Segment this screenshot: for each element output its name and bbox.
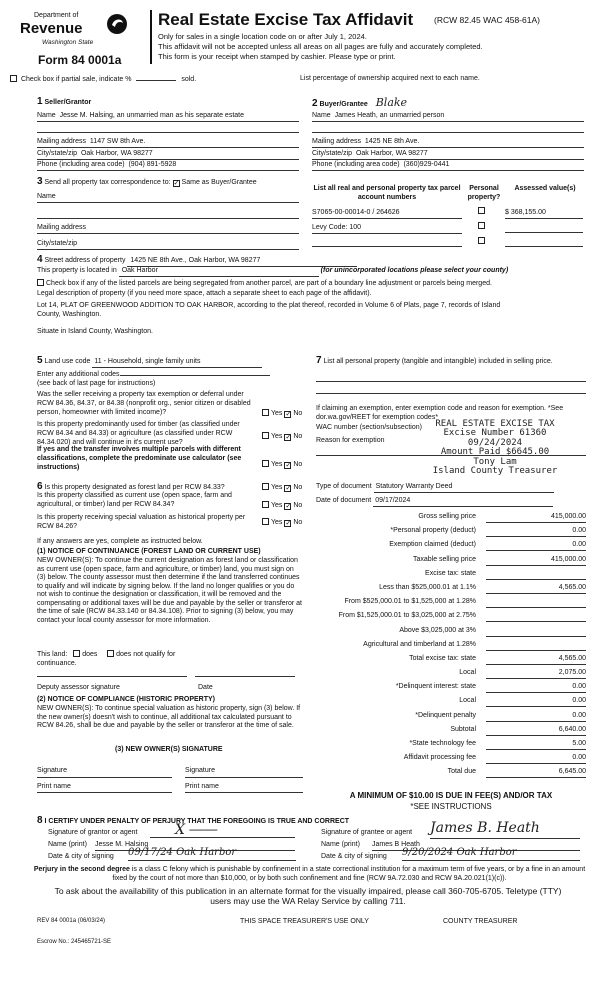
- reason-label: Reason for exemption: [316, 437, 385, 444]
- calc-value[interactable]: [486, 612, 586, 622]
- personal-property-checkbox-2[interactable]: [478, 222, 485, 229]
- calc-value[interactable]: [486, 570, 586, 580]
- calc-value[interactable]: 5.00: [486, 740, 586, 750]
- land-qualify-row: [37, 650, 307, 660]
- q2-no-checkbox-b[interactable]: [284, 462, 291, 469]
- header-divider: [150, 10, 152, 64]
- calc-value[interactable]: 0.00: [486, 541, 586, 551]
- county-treasurer: COUNTY TREASURER: [443, 918, 518, 925]
- form-title: Real Estate Excise Tax Affidavit: [158, 10, 414, 29]
- seller-mail[interactable]: 1147 SW 8th Ave.: [89, 138, 146, 145]
- calc-value[interactable]: 2,075.00: [486, 669, 586, 679]
- sec5-land-use: [37, 355, 307, 368]
- buyer-name-label: Name: [312, 112, 331, 119]
- calc-value[interactable]: 0.00: [486, 697, 586, 707]
- land-use-code[interactable]: 11 - Household, single family units: [92, 358, 262, 368]
- sec3-label: Send all property tax correspondence to:: [44, 179, 171, 186]
- notice2-heading: (2) NOTICE OF COMPLIANCE (HISTORIC PROPERTY): [37, 696, 215, 703]
- owner-print-2-line[interactable]: [185, 792, 303, 793]
- assessed-row-1: [505, 209, 583, 219]
- q2a-yes-label: Yes: [271, 433, 283, 440]
- q2-no-checkbox-a[interactable]: [284, 434, 291, 441]
- notice1-heading: (1) NOTICE OF CONTINUANCE (FOREST LAND OR CURRENT USE): [37, 548, 261, 555]
- calc-value[interactable]: 0.00: [486, 683, 586, 693]
- sec3-name-label: Name: [37, 193, 56, 200]
- sec4-street-row: [37, 254, 597, 267]
- seller-blank: [37, 124, 299, 133]
- sec6-q1-yes[interactable]: [262, 483, 269, 490]
- dor-text-3: Washington State: [42, 39, 94, 46]
- seller-phone-row: [37, 161, 299, 171]
- q2-yes-checkbox-b[interactable]: [262, 460, 269, 467]
- sec4-loc-row: [37, 267, 597, 277]
- sec6-q1-text: Is this property designated as forest land per RCW 84.33?: [44, 484, 225, 491]
- header-sub-2: This affidavit will not be accepted unless all areas on all pages are fully and accurately completed.: [158, 42, 483, 51]
- sec6-q1-no[interactable]: [284, 485, 291, 492]
- legal-2[interactable]: County, Washington.: [37, 311, 102, 318]
- calc-row: [316, 654, 586, 668]
- sec6-q3-yesno: [262, 518, 302, 528]
- q1-no-checkbox[interactable]: [284, 411, 291, 418]
- buyer-number: 2: [312, 98, 318, 109]
- calc-label: Local: [459, 669, 476, 677]
- stamp-line-1: REAL ESTATE EXCISE TAX: [435, 419, 555, 429]
- grantee-date-hand[interactable]: 9/20/2024 Oak Harbor: [402, 847, 580, 861]
- street-label: Street address of property: [44, 257, 126, 264]
- calc-row: [316, 725, 586, 739]
- doc-date-row: [316, 497, 586, 507]
- calc-row: [316, 583, 586, 597]
- location-note: (for unincorporated locations please select your county): [320, 267, 509, 274]
- sec6-q2-yes[interactable]: [262, 501, 269, 508]
- calc-value[interactable]: 415,000.00: [486, 556, 586, 566]
- buyer-name-row: [312, 112, 584, 122]
- does-label: does: [82, 651, 98, 658]
- dor-text-2: Revenue: [20, 20, 83, 37]
- seller-name-row: [37, 112, 299, 122]
- sec5-q1: Was the seller receiving a property tax exemption or deferral under RCW 84.36, 84.37, or 84.38 (nonprofit org., senior citizen or disabled person, homeowner with limited income)?: [37, 391, 251, 416]
- seller-city[interactable]: Oak Harbor, WA 98277: [80, 150, 153, 157]
- dor-logo: [20, 10, 130, 50]
- does-not-checkbox[interactable]: [107, 650, 114, 657]
- calc-row: [316, 753, 586, 767]
- calc-row: [316, 597, 586, 611]
- segregated-label: Check box if any of the listed parcels are being segregated from another parcel, are part of a boundary line adjustment or parcels being merged.: [46, 280, 492, 287]
- buyer-phone[interactable]: (360)929-0441: [403, 161, 450, 168]
- form-rcw: (RCW 82.45 WAC 458-61A): [434, 15, 540, 25]
- owner-sig-2-line[interactable]: [185, 777, 303, 778]
- calc-label: From $525,000.01 to $1,525,000 at 1.28%: [344, 598, 476, 606]
- sec3-city-label: City/state/zip: [37, 240, 78, 247]
- calc-row: [316, 540, 586, 554]
- parcel-row-2: [312, 224, 462, 234]
- deputy-line: [37, 676, 187, 677]
- q2a-no-label: No: [293, 433, 303, 440]
- sec3-name-row: [37, 193, 299, 203]
- sec5-q2a: Is this property predominantly used for timber (as classified under RCW 84.34 and 84.33) or agriculture (as classified under RCW 84.34.020) and will continue in it's current use?: [37, 421, 240, 446]
- assessed-value[interactable]: $ 368,155.00: [505, 209, 546, 216]
- street-address[interactable]: 1425 NE 8th Ave., Oak Harbor, WA 98277: [127, 257, 357, 267]
- perjury-bold: Perjury in the second degree: [33, 866, 130, 873]
- sec6-q3: Is this property receiving special valuation as historical property per RCW 84.26?: [37, 514, 246, 530]
- calc-label: Exemption claimed (deduct): [389, 541, 476, 549]
- q1-no-label: No: [293, 410, 303, 417]
- calc-label: *Personal property (deduct): [390, 527, 476, 535]
- calc-label: Taxable selling price: [412, 555, 476, 563]
- calc-label: Gross selling price: [418, 513, 476, 520]
- sec3-mail-row: [37, 224, 299, 234]
- grantor-name-label: Name (print): [48, 841, 87, 848]
- ownership-note: List percentage of ownership acquired next to each name.: [300, 75, 480, 82]
- certify-text: I CERTIFY UNDER PENALTY OF PERJURY THAT THE FOREGOING IS TRUE AND CORRECT: [44, 818, 350, 825]
- same-as-buyer-label: Same as Buyer/Grantee: [181, 179, 257, 186]
- sec3-number: 3: [37, 176, 43, 187]
- sec6-q3-no-label: No: [293, 519, 303, 526]
- calc-row: [316, 767, 586, 781]
- owner-print-2-label: Print name: [185, 783, 219, 790]
- seller-mail-row: [37, 138, 299, 148]
- calc-label: Total due: [447, 768, 476, 776]
- partial-sold: sold.: [181, 76, 197, 83]
- calc-row: [316, 696, 586, 710]
- calc-label: Agricultural and timberland at 1.28%: [363, 640, 476, 648]
- date-line: [195, 676, 295, 677]
- legal-label: Legal description of property (if you need more space, attach a separate sheet to each page of the affidavit).: [37, 290, 372, 297]
- calc-value[interactable]: 0.00: [486, 754, 586, 764]
- personal-property-checkbox-1[interactable]: [478, 207, 485, 214]
- segregated-row: [37, 279, 597, 289]
- sec6-any: If any answers are yes, complete as instructed below.: [37, 538, 203, 545]
- rev-number: REV 84 0001a (06/03/24): [37, 918, 106, 924]
- sec6-q2-yes-label: Yes: [271, 502, 283, 509]
- owner-sig-1-line[interactable]: [37, 777, 172, 778]
- sec6-number: 6: [37, 481, 43, 492]
- q1-yes-checkbox[interactable]: [262, 409, 269, 416]
- calc-label: From $1,525,000.01 to $3,025,000 at 2.75%: [338, 612, 476, 620]
- deputy-date-label: Date: [198, 684, 213, 691]
- seller-section: [37, 96, 297, 109]
- calc-label: *State technology fee: [409, 740, 476, 747]
- calc-row: [316, 682, 586, 696]
- notice2-text: NEW OWNER(S): To continue special valuation as historic property, sign (3) below. If the new owner(s) doesn't wish to continue, all additional tax calculated pursuant to RCW 84.26, shall be due and payable by the seller or transferor at the time of sale.: [37, 705, 301, 730]
- seller-mail-label: Mailing address: [37, 138, 87, 145]
- buyer-phone-row: [312, 161, 584, 171]
- buyer-heading: Buyer/Grantee: [319, 101, 368, 108]
- buyer-mail-row: [312, 138, 584, 148]
- q2b-yes-label: Yes: [271, 461, 283, 468]
- assessed-row-2: [505, 224, 583, 233]
- legal-3[interactable]: Situate in Island County, Washington.: [37, 328, 153, 335]
- doc-type[interactable]: Statutory Warranty Deed: [374, 483, 554, 493]
- does-checkbox[interactable]: [73, 650, 80, 657]
- grantor-sig-label: Signature of grantor or agent: [48, 829, 138, 836]
- owner-sig-2-label: Signature: [185, 767, 215, 774]
- sec6-q3-yes-label: Yes: [271, 519, 283, 526]
- calc-label: Excise tax: state: [425, 569, 476, 577]
- accessibility-note: To ask about the availability of this publication in an alternate format for the visually impaired, please call 360-705-6705. Teletype (TTY) users may use the WA Relay Service by calling 711.: [54, 886, 562, 907]
- calc-label: Local: [459, 697, 476, 705]
- buyer-phone-label: Phone (including area code): [312, 161, 400, 168]
- calc-row: [316, 569, 586, 583]
- levy-code[interactable]: Levy Code: 100: [312, 224, 362, 231]
- stamp-line-4: Amount Paid $6645.00: [440, 447, 550, 458]
- sec7-line-2: [316, 393, 586, 394]
- seller-city-row: [37, 150, 299, 160]
- calc-row: [316, 626, 586, 640]
- grantor-sig-line[interactable]: [150, 837, 295, 838]
- escrow-number: Escrow No.: 245465721-SE: [37, 939, 112, 945]
- parcel-number[interactable]: S7065-00-00014-0 / 264626: [312, 209, 400, 216]
- addl-codes-note: (see back of last page for instructions): [37, 380, 156, 387]
- owner-sig-1-label: Signature: [37, 767, 67, 774]
- buyer-name[interactable]: James Heath, an unmarried person: [334, 112, 445, 119]
- sec7-line-1: [316, 381, 586, 382]
- sec3-heading: [37, 176, 317, 189]
- calc-value[interactable]: [486, 598, 586, 608]
- assessed-row-3: [505, 238, 583, 247]
- same-as-buyer-checkbox[interactable]: [173, 180, 180, 187]
- dor-text-1: Department of: [34, 12, 79, 19]
- wac-label: WAC number (section/subsection): [316, 424, 422, 431]
- sec4-number: 4: [37, 254, 43, 265]
- calc-row: [316, 611, 586, 625]
- personal-col-header: Personal property?: [467, 185, 501, 201]
- notice3-heading: (3) NEW OWNER(S) SIGNATURE: [115, 746, 223, 753]
- sec3-mail-label: Mailing address: [37, 224, 87, 231]
- location-label: This property is located in: [37, 267, 117, 274]
- seller-phone[interactable]: (904) 891-5928: [128, 161, 177, 168]
- seller-phone-label: Phone (including area code): [37, 161, 125, 168]
- parcel-row-1: [312, 209, 462, 219]
- land-use-label: Land use code: [44, 358, 91, 365]
- calc-row: [316, 739, 586, 753]
- calc-label: *Delinquent interest: state: [395, 683, 476, 691]
- sec7-number: 7: [316, 355, 322, 366]
- calc-label: Total excise tax: state: [409, 654, 476, 662]
- dor-swirl-icon: [104, 12, 130, 36]
- calc-label: Affidavit processing fee: [403, 754, 476, 762]
- grantor-date-label: Date & city of signing: [48, 853, 114, 860]
- sec5-q2-yesno: [262, 432, 302, 442]
- q1-yes-label: Yes: [271, 410, 283, 417]
- grantee-signature[interactable]: James B. Heath: [430, 820, 580, 839]
- sec3-blank: [37, 210, 299, 219]
- q2-yes-checkbox-a[interactable]: [262, 432, 269, 439]
- calc-value[interactable]: 4,565.00: [486, 584, 586, 594]
- calc-label: Subtotal: [450, 725, 476, 733]
- partial-sale-label: Check box if partial sale, indicate %: [20, 76, 132, 83]
- land-label: This land:: [37, 651, 68, 658]
- assessed-col-header: Assessed value(s): [514, 185, 576, 192]
- sec6-q1-yesno: [262, 483, 302, 493]
- personal-property-checkbox-3[interactable]: [478, 237, 485, 244]
- see-instructions: *SEE INSTRUCTIONS: [410, 802, 492, 811]
- buyer-handwritten: Blake: [375, 96, 408, 109]
- minimum-note: A MINIMUM OF $10.00 IS DUE IN FEE(S) AND/OR TAX: [349, 791, 553, 800]
- grantee-date-label: Date & city of signing: [321, 853, 387, 860]
- sec6-q2-no-label: No: [293, 502, 303, 509]
- notice1-text: NEW OWNER(S): To continue the current designation as forest land or classification as current use (open space, farm and agriculture, or timber) land, you must sign on (3) below. The county assessor must then determine if the land transferred continues to qualify and will indicate by signing below. If the land no longer qualifies or you do not wish to continue the designation or classification, it will be removed and the compensating or additional taxes will be due and payable by the seller or transferor at the time of sale (RCW 84.33.140 or 84.34.108). Prior to signing (3) below, you may contact your local county assessor for more information.: [37, 557, 302, 624]
- perjury-text: [32, 866, 587, 884]
- stamp-line-6: Island County Treasurer: [432, 466, 558, 477]
- sec6-q1-yes-label: Yes: [271, 484, 283, 491]
- buyer-mail[interactable]: 1425 NE 8th Ave.: [364, 138, 420, 145]
- perjury-body: is a class C felony which is punishable by confinement in a state correctional institution for a maximum term of five years, or by a fine in an amount fixed by the court of not more than $10,000, or by both such confinement and fine (RCW 9A.72.030 and RCW 9A.20.021(1)(c)).: [112, 866, 586, 882]
- location-value[interactable]: Oak Harbor: [119, 267, 319, 277]
- calc-label: Above $3,025,000 at 3%: [399, 626, 476, 634]
- form-number: Form 84 0001a: [38, 53, 122, 67]
- seller-number: 1: [37, 96, 43, 107]
- calc-value[interactable]: 4,565.00: [486, 655, 586, 665]
- buyer-city-label: City/state/zip: [312, 150, 353, 157]
- calc-row: [316, 668, 586, 682]
- calc-row: [316, 555, 586, 569]
- calc-row: [316, 512, 586, 526]
- calc-value[interactable]: [486, 627, 586, 637]
- grantee-name[interactable]: James B Heath: [372, 841, 580, 851]
- sec6-q3-no[interactable]: [284, 520, 291, 527]
- header-sub-3: This form is your receipt when stamped by cashier. Please type or print.: [158, 52, 396, 61]
- buyer-mail-label: Mailing address: [312, 138, 362, 145]
- q2b-no-label: No: [293, 461, 303, 468]
- treasurer-use: THIS SPACE TREASURER'S USE ONLY: [240, 918, 369, 925]
- seller-name[interactable]: Jesse M. Halsing, an unmarried man as his separate estate: [59, 112, 245, 119]
- partial-sale-checkbox[interactable]: [10, 75, 17, 82]
- calc-value[interactable]: 6,645.00: [486, 768, 586, 778]
- calc-label: *Delinquent penalty: [415, 711, 476, 719]
- seller-heading: Seller/Grantor: [44, 99, 92, 106]
- grantor-date-hand[interactable]: 09/17/24 Oak Harbor: [128, 847, 296, 861]
- stamp-line-3: 09/24/2024: [467, 437, 523, 448]
- paid-stamp: [400, 420, 590, 477]
- continuance-label: continuance.: [37, 660, 77, 667]
- grantor-name[interactable]: Jesse M. Halsing: [95, 841, 295, 851]
- sec7-label: [316, 355, 586, 368]
- does-not-label: does not qualify for: [116, 651, 176, 658]
- doc-date-label: Date of document: [316, 497, 372, 504]
- sec6-q2: Is this property classified as current use (open space, farm and agricultural, or timber) land per RCW 84.34?: [37, 492, 232, 508]
- sec5-q2b-yesno: [262, 460, 302, 470]
- calc-row: [316, 640, 586, 654]
- sec6-q3-yes[interactable]: [262, 518, 269, 525]
- sec6-q2-yesno: [262, 501, 302, 511]
- seller-name-label: Name: [37, 112, 56, 119]
- doc-type-row: [316, 483, 586, 493]
- owner-print-1-line[interactable]: [37, 792, 172, 793]
- addl-codes: [37, 371, 307, 380]
- calc-value[interactable]: 0.00: [486, 527, 586, 537]
- addl-codes-label: Enter any additional codes: [37, 371, 120, 378]
- sec8-number: 8: [37, 815, 43, 826]
- sec6-q1-no-label: No: [293, 484, 303, 491]
- doc-type-label: Type of document: [316, 483, 372, 490]
- grantor-signature: X ――: [175, 822, 218, 838]
- calc-value[interactable]: 415,000.00: [486, 513, 586, 523]
- sec5-number: 5: [37, 355, 43, 366]
- exempt-note: If claiming an exemption, enter exemption code and reason for exemption. *See dor.wa.gov/REET for exemption codes*: [316, 405, 564, 421]
- parcel-row-3: [312, 238, 462, 247]
- segregated-checkbox[interactable]: [37, 279, 44, 286]
- calc-row: [316, 711, 586, 725]
- buyer-city[interactable]: Oak Harbor, WA 98277: [355, 150, 428, 157]
- stamp-line-2: Excise Number 61360: [443, 428, 547, 439]
- sec5-q1-yesno: [262, 409, 302, 419]
- calc-value[interactable]: 0.00: [486, 712, 586, 722]
- tax-calc-table: [316, 512, 586, 782]
- deputy-label: Deputy assessor signature: [37, 684, 120, 691]
- sec5-q2b: If yes and the transfer involves multiple parcels with different classifications, complete the predominate use calculator (see instructions): [37, 446, 242, 471]
- parcel-col-header: List all real and personal property tax parcel account numbers: [313, 185, 461, 201]
- calc-value[interactable]: [486, 641, 586, 651]
- buyer-blank: [312, 124, 584, 133]
- legal-1[interactable]: Lot 14, PLAT OF GREENWOOD ADDITION TO OAK HARBOR, according to the plat thereof, recorded in Volume 6 of Plats, page 7, records of Island: [37, 302, 501, 309]
- partial-sale-row: [10, 75, 590, 85]
- doc-date[interactable]: 09/17/2024: [373, 497, 553, 507]
- stamp-line-5: Tony Lam: [473, 456, 517, 467]
- sec3-city-row: [37, 240, 299, 250]
- calc-label: Less than $525,000.01 at 1.1%: [379, 583, 476, 591]
- sec6-q2-no[interactable]: [284, 503, 291, 510]
- buyer-section: [312, 96, 582, 111]
- sec7-text: List all personal property (tangible and intangible) included in selling price.: [323, 358, 553, 365]
- calc-value[interactable]: 6,640.00: [486, 726, 586, 736]
- grantee-name-label: Name (print): [321, 841, 360, 848]
- calc-row: [316, 526, 586, 540]
- header-sub-1: Only for sales in a single location code on or after July 1, 2024.: [158, 32, 367, 41]
- grantee-sig-label: Signature of grantee or agent: [321, 829, 413, 836]
- seller-city-label: City/state/zip: [37, 150, 78, 157]
- buyer-city-row: [312, 150, 584, 160]
- owner-print-1-label: Print name: [37, 783, 71, 790]
